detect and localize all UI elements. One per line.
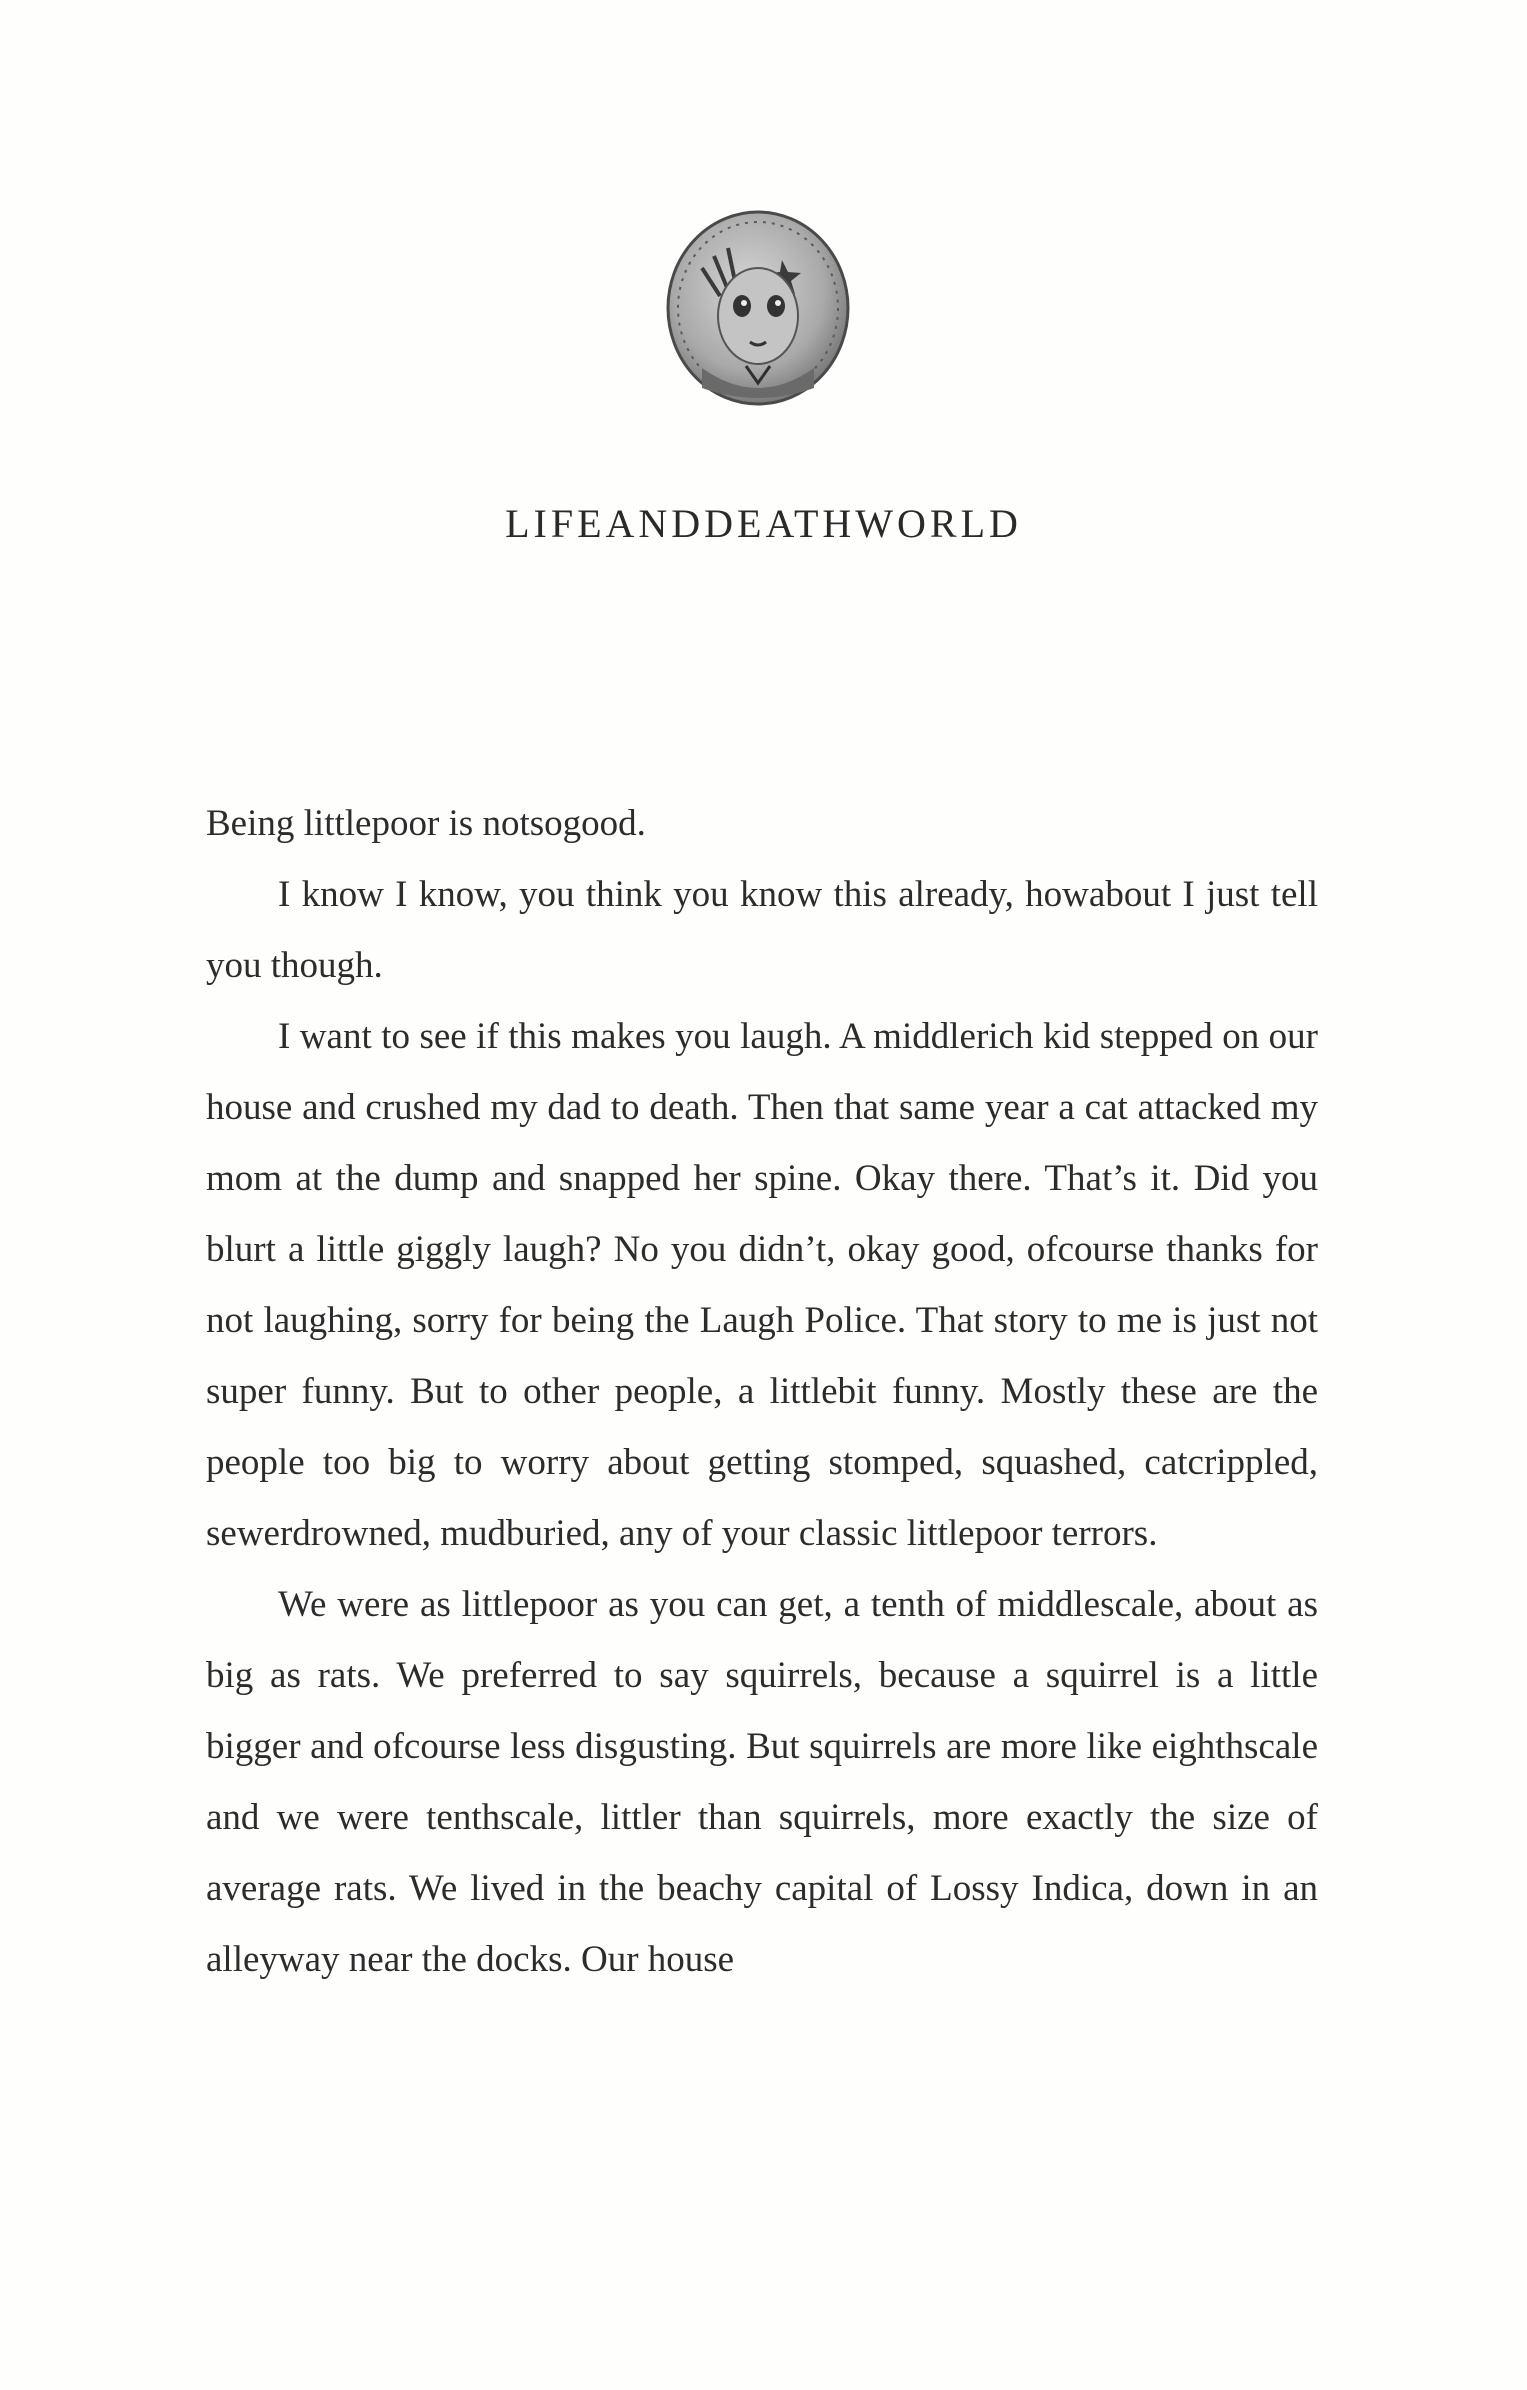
paragraph: I want to see if this makes you laugh. A middlerich kid stepped on our house and crushed my dad to death. Then that same year a cat attacked my mom at the dump and snapped her spine. Okay there. That’s it. Did you blurt a little giggly laugh? No you didn’t, okay good, ofcourse thanks for not laughing, sorry for being the Laugh Police. That story to me is just not super funny. But to other people, a littlebit funny. Mostly these are the people too big to worry about getting stomped, squashed, catcrippled, sewerdrowned, mudburied, any of your classic littlepoor terrors. bbox=[206, 1016, 1318, 1554]
paragraph: Being littlepoor is notsogood. bbox=[206, 803, 646, 844]
coin-portrait-emblem bbox=[662, 208, 854, 408]
body-text bbox=[206, 788, 1318, 1995]
paragraph: We were as littlepoor as you can get, a tenth of middlescale, about as big as rats. We preferred to say squirrels, because a squirrel is a little bigger and ofcourse less disgusting. But squirrels are more like eighthscale and we were tenthscale, littler than squirrels, more exactly the size of average rats. We lived in the beachy capital of Lossy Indica, down in an alleyway near the docks. Our house bbox=[206, 1584, 1318, 1980]
paragraph: I know I know, you think you know this already, howabout I just tell you though. bbox=[206, 874, 1318, 986]
chapter-title: LIFEANDDEATHWORLD bbox=[505, 501, 1022, 546]
